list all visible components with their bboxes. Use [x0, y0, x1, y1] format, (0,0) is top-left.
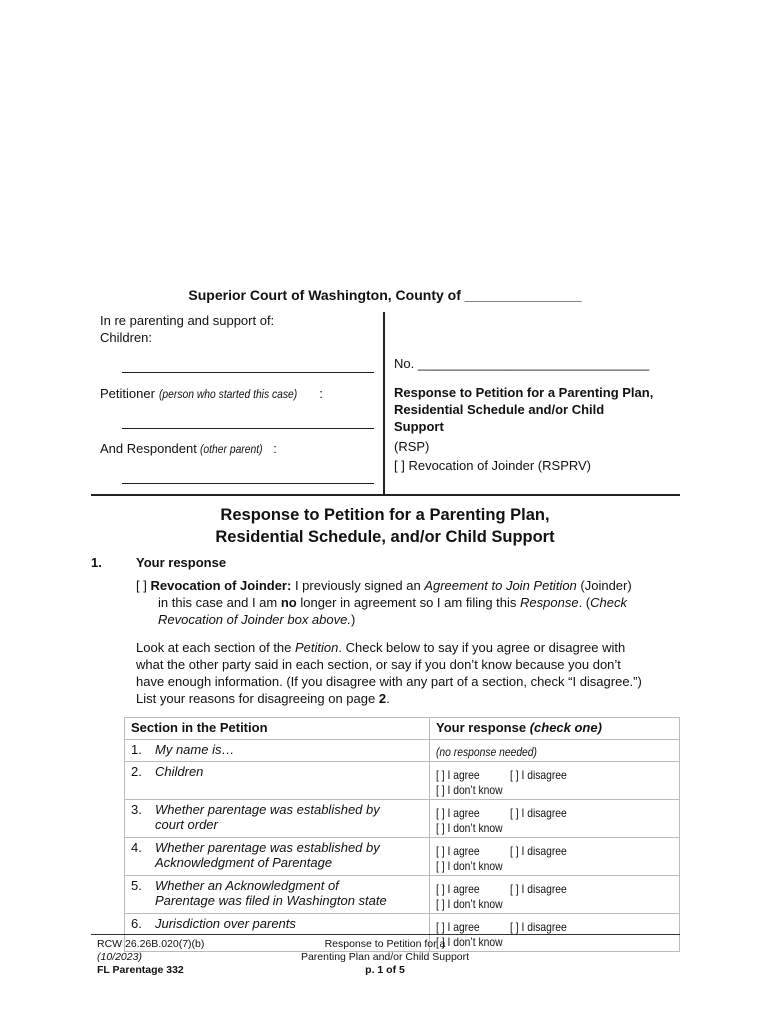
- footer-left: [97, 938, 204, 977]
- disagree-checkbox[interactable]: [ ] I disagree: [510, 882, 567, 896]
- table-row: 1. My name is… (no response needed): [125, 740, 680, 762]
- footer-rule: [91, 934, 680, 935]
- form-heading-line1: Response to Petition for a Parenting Plan,: [220, 506, 550, 524]
- caption-children: Children:: [100, 330, 153, 345]
- table-row: 4. Whether parentage was established by Acknowledgment of Parentage [ ] I agree [ ] I disagree[ ] I don’t know: [125, 838, 680, 876]
- doc-title-line1: Response to Petition for a Parenting Plan,: [394, 385, 654, 400]
- section1-title: Your response: [136, 555, 227, 570]
- case-number[interactable]: No. ________________________________: [394, 356, 650, 371]
- children-name-line[interactable]: [122, 372, 374, 373]
- doc-title-line3: Support: [394, 419, 444, 434]
- footer-center: [270, 938, 500, 977]
- instructions-paragraph: Look at each section of the Petition. Check below to say if you agree or disagree with what the other party said in each section, or say if you don’t know because you don’t have enough information. (If you disagree with any part of a section, check “I disagree.”) List your reasons for disagreeing on page 2.: [136, 640, 642, 706]
- petitioner-label: Petitioner (person who started this case) :: [100, 386, 323, 401]
- table-header-row: [125, 718, 680, 740]
- petitioner-name-line[interactable]: [122, 428, 374, 429]
- table-row: 3. Whether parentage was established by court order [ ] I agree [ ] I disagree[ ] I don’t know: [125, 800, 680, 838]
- disagree-checkbox[interactable]: [ ] I disagree: [510, 806, 567, 820]
- agree-checkbox[interactable]: [ ] I agree: [436, 920, 480, 934]
- revocation-paragraph: [ ] Revocation of Joinder: I previously signed an Agreement to Join Petition (Joinder) in this case and I am no longer in agreement so I am filing this Response. (Check Revocation of Joinder box above.): [136, 578, 632, 627]
- dont-know-checkbox[interactable]: [ ] I don’t know: [436, 897, 503, 911]
- footer-doc-line1: Response to Petition for a: [324, 938, 446, 950]
- form-heading: [0, 504, 770, 548]
- disagree-checkbox[interactable]: [ ] I disagree: [510, 768, 567, 782]
- agree-checkbox[interactable]: [ ] I agree: [436, 806, 480, 820]
- caption-divider: [383, 312, 385, 495]
- agree-checkbox[interactable]: [ ] I agree: [436, 844, 480, 858]
- court-title: Superior Court of Washington, County of _______________: [188, 287, 582, 303]
- disagree-checkbox[interactable]: [ ] I disagree: [510, 844, 567, 858]
- header-response: Your response (check one): [430, 718, 680, 740]
- footer-date: (10/2023): [97, 951, 142, 963]
- doc-title-line2: Residential Schedule and/or Child: [394, 402, 605, 417]
- footer-doc-line2: Parenting Plan and/or Child Support: [300, 951, 470, 963]
- no-response-note: (no response needed): [436, 745, 537, 759]
- dont-know-checkbox[interactable]: [ ] I don’t know: [436, 783, 503, 797]
- caption-rule: [91, 494, 680, 496]
- footer-form: FL Parentage 332: [97, 964, 184, 976]
- respondent-label: And Respondent (other parent) :: [100, 441, 277, 456]
- dont-know-checkbox[interactable]: [ ] I don’t know: [436, 859, 503, 873]
- table-row: 2. Children [ ] I agree [ ] I disagree[ ] I don’t know: [125, 762, 680, 800]
- disagree-checkbox[interactable]: [ ] I disagree: [510, 920, 567, 934]
- footer-page: p. 1 of 5: [365, 964, 405, 976]
- doc-code: (RSP): [394, 439, 430, 454]
- respondent-name-line[interactable]: [122, 483, 374, 484]
- dont-know-checkbox[interactable]: [ ] I don’t know: [436, 821, 503, 835]
- form-heading-line2: Residential Schedule, and/or Child Support: [215, 528, 555, 546]
- response-table: [124, 717, 680, 952]
- caption-in-re: In re parenting and support of:: [100, 313, 275, 328]
- agree-checkbox[interactable]: [ ] I agree: [436, 768, 480, 782]
- section1-number: 1.: [91, 555, 102, 570]
- revocation-joinder-checkbox[interactable]: [ ]: [136, 578, 147, 593]
- dont-know-checkbox[interactable]: [ ] I don’t know: [436, 935, 503, 949]
- agree-checkbox[interactable]: [ ] I agree: [436, 882, 480, 896]
- header-section: Section in the Petition: [125, 718, 430, 740]
- table-row: 5. Whether an Acknowledgment of Parentage was filed in Washington state [ ] I agree [ ] I disagree[ ] I don’t know: [125, 876, 680, 914]
- footer-rcw: RCW 26.26B.020(7)(b): [97, 938, 205, 950]
- table-row: 6. Jurisdiction over parents [ ] I agree [ ] I disagree[ ] I don’t know: [125, 914, 680, 952]
- revocation-checkbox[interactable]: [ ] Revocation of Joinder (RSPRV): [394, 458, 592, 473]
